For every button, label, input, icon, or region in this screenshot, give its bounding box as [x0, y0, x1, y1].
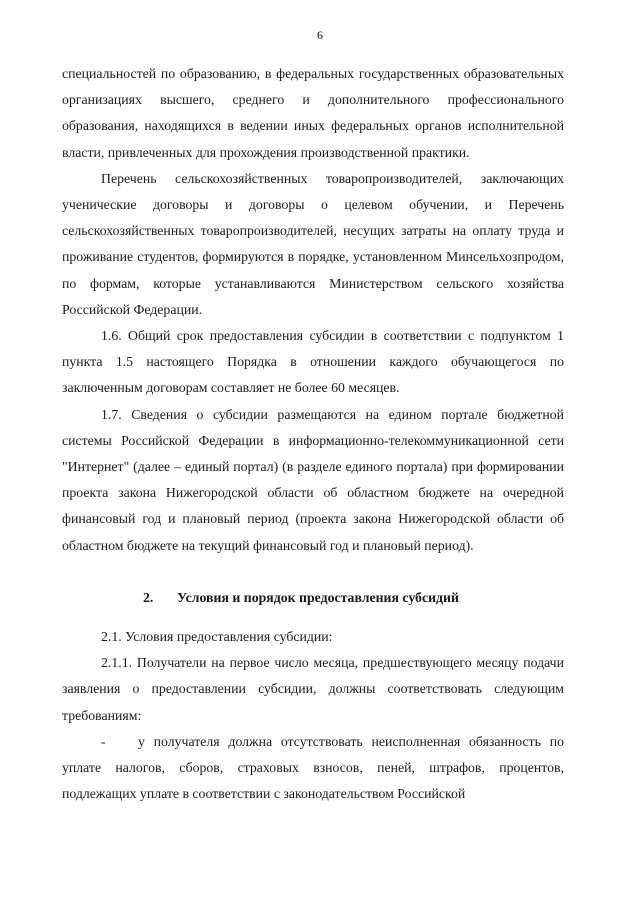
section-heading	[62, 585, 564, 611]
paragraph-clause-2-1-1: 2.1.1. Получатели на первое число месяца, предшествующего месяцу подачи заявления о предоставлении субсидии, должны соответствовать следующим требованиям:	[62, 655, 564, 723]
document-body	[62, 61, 564, 807]
paragraph-clause-2-1: 2.1. Условия предоставления субсидии:	[101, 629, 333, 645]
paragraph-clause-1-6: 1.6. Общий срок предоставления субсидии в соответствии с подпунктом 1 пункта 1.5 настоящего Порядка в отношении каждого обучающегося по заключенным договорам составляет не более 60 месяцев.	[62, 328, 564, 396]
list-dash: -	[101, 733, 106, 749]
list-item	[62, 729, 564, 808]
list-item-text: у получателя должна отсутствовать неисполненная обязанность по уплате налогов, сборов, страховых взносов, пеней, штрафов, процентов, подлежащих уплате в соответствии с законодательством Российской	[62, 733, 564, 802]
paragraph: Перечень сельскохозяйственных товаропроизводителей, заключающих ученические договоры и договоры о целевом обучении, и Перечень сельскохозяйственных товаропроизводителей, несущих затраты на оплату труда и проживание студентов, формируются в порядке, установленном Минсельхозпродом, по формам, которые устанавливаются Министерством сельского хозяйства Российской Федерации.	[62, 170, 564, 317]
paragraph-clause-1-7: 1.7. Сведения о субсидии размещаются на едином портале бюджетной системы Российской Федерации в информационно-телекоммуникационной сети "Интернет" (далее – единый портал) (в разделе единого портала) при формировании проекта закона Нижегородской области об областном бюджете на очередной финансовый год и плановый период (проекта закона Нижегородской области об областном бюджете на текущий финансовый год и плановый период).	[62, 406, 564, 553]
page-number: 6	[317, 28, 323, 42]
section-number: 2.	[143, 589, 154, 605]
section-title: Условия и порядок предоставления субсидий	[177, 589, 459, 605]
paragraph: специальностей по образованию, в федеральных государственных образовательных организациях высшего, среднего и дополнительного профессионального образования, находящихся в ведении иных федеральных органов исполнительной власти, привлеченных для прохождения производственной практики.	[62, 66, 564, 160]
